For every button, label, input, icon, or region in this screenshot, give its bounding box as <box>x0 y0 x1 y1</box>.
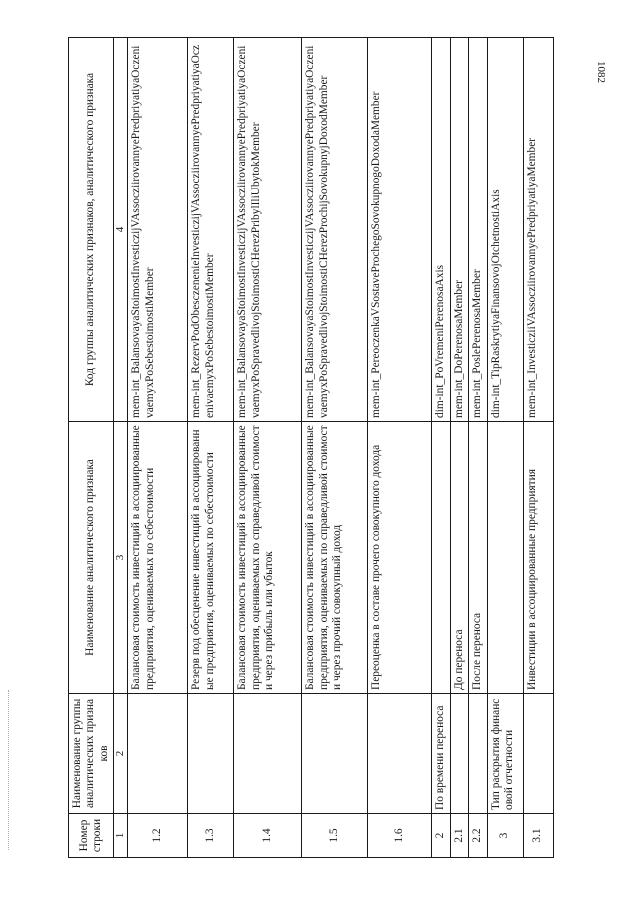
table-row <box>432 38 450 858</box>
feature-code: mem-int_InvesticziiVAssocziirovannyePredpriyatiyaMember <box>523 38 553 422</box>
row-number: 1.6 <box>368 814 432 858</box>
column-number: 1 <box>114 814 128 858</box>
header-feature-name: Наименование аналитического признака <box>69 422 114 694</box>
header-row-number: Номер строки <box>69 814 114 858</box>
column-number-row <box>114 38 128 858</box>
header-code: Код группы аналитических признаков, аналитического признака <box>69 38 114 422</box>
feature-code: dim-int_TipRaskrytiyaFinansovojOtchetnostiAxis <box>487 38 523 422</box>
header-row <box>69 38 114 858</box>
feature-name: Инвестиции в ассоциированные предприятия <box>523 422 553 694</box>
group-name <box>469 694 487 814</box>
feature-name: После переноса <box>469 422 487 694</box>
table-row <box>487 38 523 858</box>
table-row <box>523 38 553 858</box>
feature-code: mem-int_PereoczenkaVSostaveProchegoSovokupnogoDoxodaMember <box>368 38 432 422</box>
column-number: 4 <box>114 38 128 422</box>
row-number: 1.3 <box>188 814 234 858</box>
group-name <box>523 694 553 814</box>
group-name <box>128 694 188 814</box>
feature-code: mem-int_DoPerenosaMember <box>450 38 468 422</box>
table-row <box>188 38 234 858</box>
table-row <box>234 38 302 858</box>
group-name <box>188 694 234 814</box>
row-number: 1.5 <box>302 814 368 858</box>
row-number: 2.2 <box>469 814 487 858</box>
feature-code: mem-int_BalansovayaStoimostInvesticzijVAssocziirovannyePredpriyatiyaOczenivaemyxPoSebestoimostiMember <box>128 38 188 422</box>
group-name <box>234 694 302 814</box>
table-row <box>368 38 432 858</box>
column-number: 3 <box>114 422 128 694</box>
table-row <box>302 38 368 858</box>
table-row <box>469 38 487 858</box>
group-name: Тип раскрытия финансовой отчетности <box>487 694 523 814</box>
feature-name: Балансовая стоимость инвестиций в ассоциированные предприятия, оцениваемых по справедливой стоимости через прибыль или убыток <box>234 422 302 694</box>
feature-code: mem-int_BalansovayaStoimostInvesticzijVAssocziirovannyePredpriyatiyaOczenivaemyxPoSpravedlivojStoimostiCHerezProchijSovokupnyjDoxodMember <box>302 38 368 422</box>
row-number: 3 <box>487 814 523 858</box>
row-number: 3.1 <box>523 814 553 858</box>
feature-name: Переоценка в составе прочего совокупного дохода <box>368 422 432 694</box>
group-name <box>368 694 432 814</box>
table-row <box>128 38 188 858</box>
feature-name: Резерв под обесценение инвестиций в ассоциированные предприятия, оцениваемых по себестоимости <box>188 422 234 694</box>
feature-name: До переноса <box>450 422 468 694</box>
row-number: 1.2 <box>128 814 188 858</box>
table-row <box>450 38 468 858</box>
feature-name <box>432 422 450 694</box>
group-name: По времени переноса <box>432 694 450 814</box>
feature-name: Балансовая стоимость инвестиций в ассоциированные предприятия, оцениваемых по справедливой стоимости через прочий совокупный доход <box>302 422 368 694</box>
row-number: 2.1 <box>450 814 468 858</box>
group-name <box>302 694 368 814</box>
header-group-name: Наименование группы аналитических признаков <box>69 694 114 814</box>
row-number: 1.4 <box>234 814 302 858</box>
feature-code: mem-int_RezervPodObesczenenieInvesticzijVAssocziirovannyePredpriyatiyaOczenivaemyxPoSebestoimostiMember <box>188 38 234 422</box>
row-number: 2 <box>432 814 450 858</box>
rotated-page-content <box>68 38 544 858</box>
feature-name <box>487 422 523 694</box>
group-name <box>450 694 468 814</box>
feature-name: Балансовая стоимость инвестиций в ассоциированные предприятия, оцениваемых по себестоимости <box>128 422 188 694</box>
feature-code: mem-int_PoslePerenosaMember <box>469 38 487 422</box>
scan-edge-line <box>8 690 10 850</box>
column-number: 2 <box>114 694 128 814</box>
page-number: 1082 <box>595 61 607 83</box>
analytic-features-table <box>68 37 554 858</box>
feature-code: dim-int_PoVremeniPerenosaAxis <box>432 38 450 422</box>
feature-code: mem-int_BalansovayaStoimostInvesticzijVAssocziirovannyePredpriyatiyaOczenivaemyxPoSpravedlivojStoimostiCHerezPribylIliUbytokMember <box>234 38 302 422</box>
